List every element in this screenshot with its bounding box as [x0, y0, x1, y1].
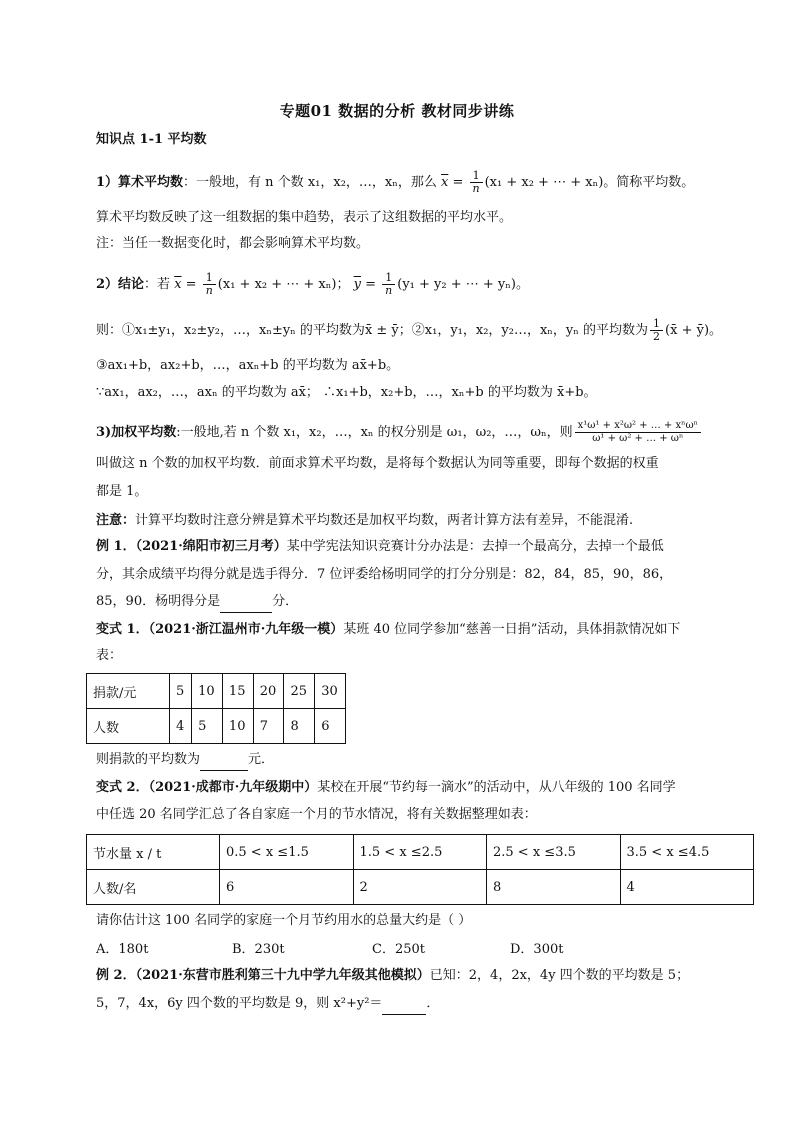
- variant-2-line-2: 中任选 20 名同学汇总了各自家庭一个月的节水情况，将有关数据整理如表：: [96, 807, 537, 822]
- table-cell: 2.5 < x ≤3.5: [487, 835, 621, 870]
- fraction-numerator: 1: [203, 272, 216, 285]
- table-cell: 5: [192, 709, 223, 744]
- example-2-label: 例 2．（2021·东营市胜利第三十九中学九年级其他模拟）: [96, 968, 430, 983]
- table-row: [87, 835, 754, 870]
- example-1-line-2: 分，其余成绩平均得分就是选手得分．7 位评委给杨明同学的打分分别是：82，84，85，90，86，: [96, 567, 673, 582]
- fraction-numerator: 1: [650, 318, 663, 331]
- weighted-mean-label: 3)加权平均数: [96, 425, 177, 440]
- table-cell: 20: [253, 674, 284, 709]
- rule-1-part-d: (x̄ + ȳ)。: [665, 323, 723, 338]
- equals-sign: =: [181, 277, 201, 292]
- table-cell: 6: [220, 870, 354, 905]
- variant-2-line-1: [96, 778, 676, 798]
- rule-1-part-c: ；②x₁，y₁，x₂，y₂…，xₙ，yₙ 的平均数为: [398, 323, 649, 338]
- weighted-mean-paragraph-2: 都是 1。: [96, 484, 148, 499]
- example-2-text: 已知：2，4，2x，4y 四个数的平均数是 5；: [429, 968, 690, 983]
- y-sum-expression: (y₁ + y₂ + ⋯ + yₙ): [397, 277, 516, 292]
- example-1-text: 85，90．杨明得分是: [96, 594, 221, 609]
- note-attention-text: 计算平均数时注意分辨是算术平均数还是加权平均数，两者计算方法有差异，不能混淆.: [135, 513, 634, 528]
- one-over-n-fraction: [203, 272, 216, 297]
- rule-1: [96, 318, 722, 343]
- variant-1-question-tail: 元．: [248, 752, 275, 767]
- knowledge-point-heading: 知识点 1-1 平均数: [96, 132, 207, 147]
- separator: ；: [336, 277, 350, 292]
- table-cell: 5: [170, 674, 192, 709]
- fraction-denominator: n: [472, 182, 480, 195]
- fraction-denominator: 2: [653, 330, 661, 343]
- fraction-numerator: 1: [470, 170, 483, 183]
- table-cell: 30: [315, 674, 346, 709]
- conclusion-label: 2）结论: [96, 277, 145, 292]
- fraction-denominator: n: [205, 284, 213, 297]
- sum-expression: (x₁ + x₂ + ⋯ + xₙ): [484, 175, 604, 190]
- table-cell: 人数/名: [87, 870, 220, 905]
- paragraph-mean-meaning: 算术平均数反映了这一组数据的集中趋势，表示了这组数据的平均水平。: [96, 210, 513, 225]
- equals-sign: =: [360, 277, 381, 292]
- table-cell: 7: [253, 709, 284, 744]
- table-cell: 8: [487, 870, 621, 905]
- xbar-symbol: $\overline{x}$: [174, 277, 182, 292]
- option-d[interactable]: D．300t: [510, 942, 564, 957]
- table-cell: 25: [284, 674, 315, 709]
- rule-2: ③ax₁+b，ax₂+b，…，axₙ+b 的平均数为 ax̄+b。: [96, 358, 400, 373]
- table-row: [87, 674, 346, 709]
- table-cell: 8: [284, 709, 315, 744]
- donation-table: [86, 673, 346, 744]
- note-mean-change: 注：当任一数据变化时，都会影响算术平均数。: [96, 236, 370, 251]
- fraction-numerator: 1: [382, 272, 395, 285]
- page-title: 专题01 数据的分析 教材同步讲练: [279, 102, 515, 120]
- rule-1-part-b: x̄ ± ȳ: [364, 323, 399, 338]
- example-2-tail: ．: [426, 996, 440, 1011]
- variant-1-text: 某班 40 位同学参加“慈善一日捐”活动，具体捐款情况如下: [343, 622, 681, 637]
- one-over-n-fraction: [382, 272, 395, 297]
- one-half-fraction: [650, 318, 663, 343]
- water-saving-table: [86, 834, 754, 905]
- variant-1-label: 变式 1．（2021·浙江温州市·九年级一模）: [96, 622, 344, 637]
- note-attention: [96, 511, 633, 531]
- variant-1-question-text: 则捐款的平均数为: [96, 752, 201, 767]
- example-2-line-2: [96, 994, 439, 1015]
- fraction-denominator: n: [385, 284, 393, 297]
- variant-1-line-1: [96, 620, 680, 640]
- example-1-line-3: [96, 592, 298, 613]
- arithmetic-mean-tail: 。简称平均数。: [603, 175, 695, 190]
- conclusion-tail: 。: [515, 277, 529, 292]
- ybar-symbol: $\overline{y}$: [353, 277, 361, 292]
- example-2-line-1: [96, 966, 689, 986]
- answer-blank: [200, 750, 248, 771]
- option-b[interactable]: B．230t: [232, 942, 285, 957]
- option-c[interactable]: C．250t: [372, 942, 425, 957]
- note-attention-label: 注意：: [96, 513, 136, 528]
- table-cell: 6: [315, 709, 346, 744]
- table-cell: 15: [222, 674, 253, 709]
- variant-1-line-2: 表：: [96, 648, 123, 663]
- example-1-line-1: [96, 537, 664, 557]
- table-cell: 10: [222, 709, 253, 744]
- xbar-symbol: $\overline{x}$: [441, 175, 449, 190]
- conclusion-line: [96, 272, 529, 297]
- weighted-mean-text: :一般地,若 n 个数 x₁，x₂，…，xₙ 的权分别是 ω₁，ω₂，…，ωₙ，则: [176, 425, 573, 440]
- table-cell: 2: [353, 870, 487, 905]
- fraction-denominator: ω¹ + ω² + … + ωⁿ: [592, 433, 684, 444]
- variant-2-text: 某校在开展“节约每一滴水”的活动中，从八年级的 100 名同学: [317, 780, 676, 795]
- table-row: [87, 870, 754, 905]
- table-cell: 3.5 < x ≤4.5: [620, 835, 754, 870]
- conclusion-text: ：若: [144, 277, 175, 292]
- table-cell: 0.5 < x ≤1.5: [220, 835, 354, 870]
- weighted-mean-fraction: [575, 420, 701, 445]
- table-cell: 4: [170, 709, 192, 744]
- fraction-numerator: x¹ω¹ + x²ω² + … + xⁿωⁿ: [575, 420, 701, 433]
- example-1-label: 例 1．（2021·绵阳市初三月考）: [96, 539, 287, 554]
- variant-1-question: [96, 750, 274, 771]
- answer-blank: [220, 592, 272, 613]
- weighted-mean-paragraph-1: 叫做这 n 个数的加权平均数．前面求算术平均数，是将每个数据认为同等重要，即每个数据的权重: [96, 456, 659, 471]
- example-1-tail: 分．: [272, 594, 299, 609]
- arithmetic-mean-text: ：一般地，有 n 个数 x₁，x₂，…，xₙ，那么: [183, 175, 437, 190]
- variant-2-label: 变式 2．（2021·成都市·九年级期中）: [96, 780, 318, 795]
- arithmetic-mean-definition: [96, 170, 694, 195]
- table-cell: 节水量 x / t: [87, 835, 220, 870]
- one-over-n-fraction: [470, 170, 483, 195]
- variant-2-question: 请你估计这 100 名同学的家庭一个月节约用水的总量大约是（ ）: [96, 913, 472, 928]
- table-cell: 10: [192, 674, 223, 709]
- table-row: [87, 709, 346, 744]
- answer-blank: [382, 994, 426, 1015]
- x-sum-expression: (x₁ + x₂ + ⋯ + xₙ): [217, 277, 337, 292]
- example-2-text: 5，7，4x，6y 四个数的平均数是 9，则 x²+y²＝: [96, 996, 383, 1011]
- rule-1-part-a: 则：①x₁±y₁，x₂±y₂，…，xₙ±yₙ 的平均数为: [96, 323, 365, 338]
- option-a[interactable]: A．180t: [96, 942, 149, 957]
- table-cell: 捐款/元: [87, 674, 170, 709]
- example-1-text: 某中学宪法知识竞赛计分办法是：去掉一个最高分，去掉一个最低: [286, 539, 664, 554]
- arithmetic-mean-label: 1）算术平均数: [96, 175, 184, 190]
- table-cell: 4: [620, 870, 754, 905]
- equals-sign: =: [448, 175, 468, 190]
- weighted-mean-definition: [96, 420, 703, 445]
- rule-3: ∵ax₁，ax₂，…，axₙ 的平均数为 ax̄； ∴x₁+b，x₂+b，…，xₙ+b 的平均数为 x̄+b。: [96, 385, 597, 400]
- table-cell: 1.5 < x ≤2.5: [353, 835, 487, 870]
- table-cell: 人数: [87, 709, 170, 744]
